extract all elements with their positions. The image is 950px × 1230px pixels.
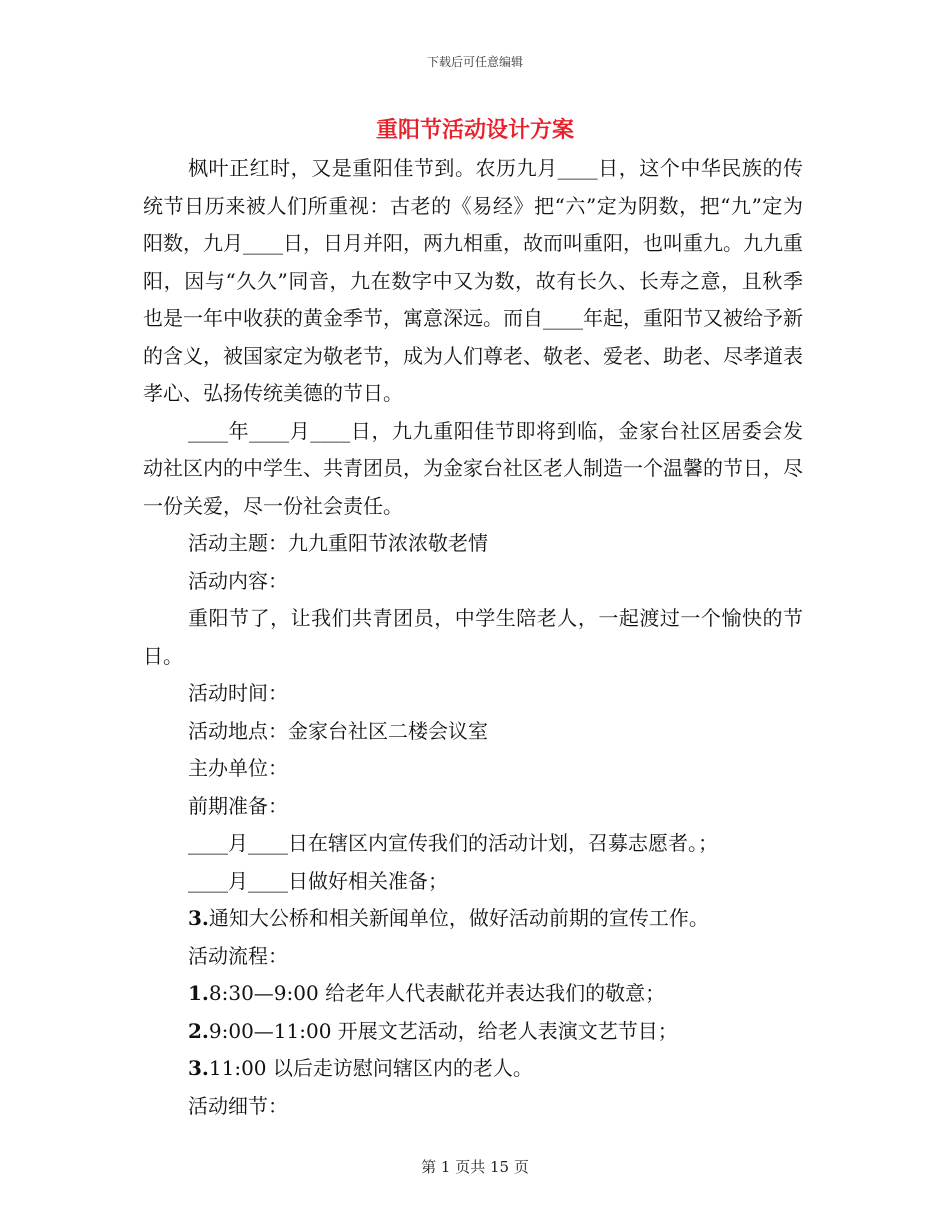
prep-item-text: 通知大公桥和相关新闻单位，做好活动前期的宣传工作。 (208, 906, 709, 930)
event-paragraph: ____年____月____日，九九重阳佳节即将到临，金家台社区居委会发动社区内的中学生、共青团员，为金家台社区老人制造一个温馨的节日，尽一份关爱，尽一份社会责任。 (143, 418, 803, 518)
flow-item-text: 8:30—9:00 给老年人代表献花并表达我们的敬意； (208, 981, 666, 1005)
document-title: 重阳节活动设计方案 (375, 117, 574, 143)
prep-item (143, 863, 803, 901)
prep-item-text: ____月____日在辖区内宣传我们的活动计划，召募志愿者。； (188, 831, 718, 855)
flow-item-text: 9:00—11:00 开展文艺活动，给老人表演文艺节目； (208, 1018, 678, 1043)
flow-item-num: 2. (188, 1018, 209, 1043)
content-label: 活动内容： (188, 568, 288, 593)
theme-line: 活动主题：九九重阳节浓浓敬老情 (188, 531, 488, 555)
host-label: 主办单位： (188, 756, 288, 780)
prep-item (143, 825, 803, 863)
flow-item (143, 975, 803, 1013)
flow-label: 活动流程： (188, 943, 288, 968)
prep-item-text: ____月____日做好相关准备； (188, 868, 448, 893)
prep-item-num: 3. (188, 906, 209, 930)
header-note: 下载后可任意编辑 (426, 55, 523, 69)
document-body (143, 150, 803, 1125)
flow-item (143, 1050, 803, 1088)
place-line: 活动地点：金家台社区二楼会议室 (188, 718, 488, 743)
flow-item-num: 1. (188, 981, 209, 1005)
page-footer: 第 1 页共 15 页 (421, 1158, 529, 1176)
detail-label: 活动细节： (188, 1093, 288, 1118)
content-paragraph: 重阳节了，让我们共青团员，中学生陪老人，一起渡过一个愉快的节日。 (143, 606, 803, 668)
prep-label: 前期准备： (188, 793, 288, 818)
flow-item (143, 1013, 803, 1051)
flow-item-num: 3. (188, 1056, 209, 1080)
prep-item (143, 900, 803, 938)
flow-item-text: 11:00 以后走访慰问辖区内的老人。 (208, 1056, 533, 1080)
intro-paragraph: 枫叶正红时，又是重阳佳节到。农历九月____日，这个中华民族的传统节日历来被人们所重视：古老的《易经》把“六”定为阴数，把“九”定为阳数，九月____日，日月并阳，两九相重，故而叫重阳，也叫重九。九九重阳，因与“久久”同音，九在数字中又为数，故有长久、长寿之意，且秋季也是一年中收获的黄金季节，寓意深远。而自____年起，重阳节又被给予新的含义，被国家定为敬老节，成为人们尊老、敬老、爱老、助老、尽孝道表孝心、弘扬传统美德的节日。 (143, 156, 803, 405)
time-label: 活动时间： (188, 681, 288, 705)
